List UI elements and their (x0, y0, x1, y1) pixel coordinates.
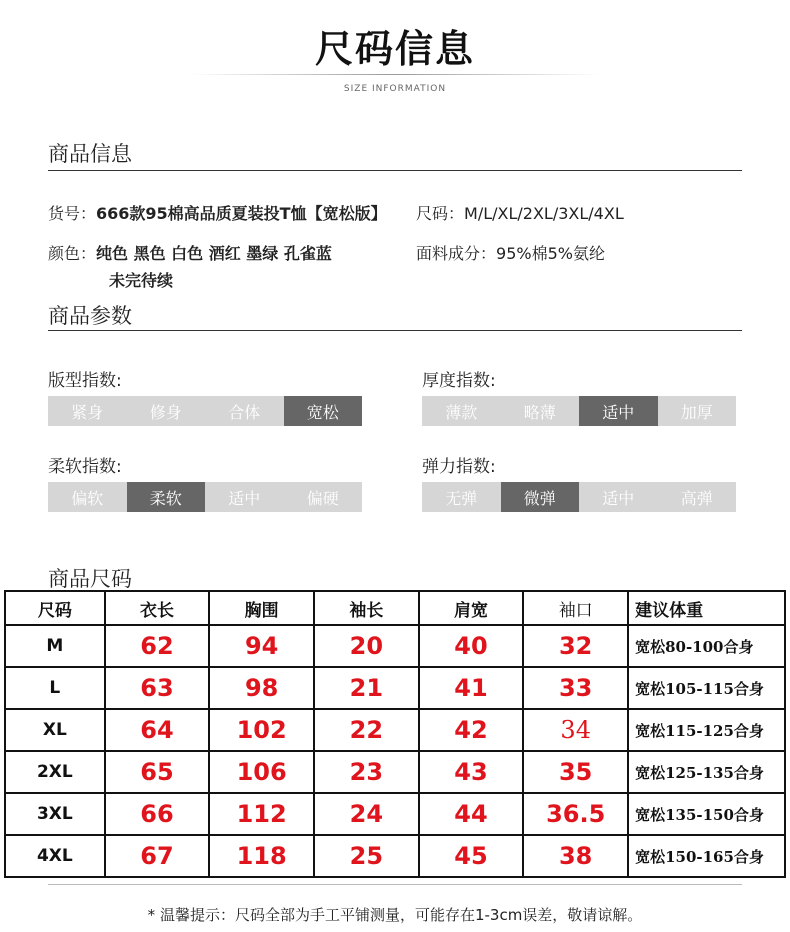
thickness-option: 加厚 (658, 396, 737, 426)
item-number-value: 666款95棉高品质夏装投T恤【宽松版】 (96, 204, 387, 223)
softness-option: 柔软 (127, 482, 206, 512)
table-row (5, 751, 785, 793)
chest-cell: 118 (209, 835, 314, 877)
size-table (4, 590, 786, 878)
fit-gauge-label: 版型指数: (48, 371, 122, 391)
color-row-continued (109, 268, 173, 291)
page-subtitle: SIZE INFORMATION (343, 84, 447, 94)
column-header: 建议体重 (628, 591, 785, 625)
item-number-label: 货号： (48, 204, 97, 223)
sleeve-cell: 25 (314, 835, 419, 877)
column-header: 胸围 (209, 591, 314, 625)
shoulder-cell: 42 (419, 709, 524, 751)
length-cell: 62 (105, 625, 210, 667)
length-cell: 67 (105, 835, 210, 877)
table-row (5, 793, 785, 835)
chest-cell: 102 (209, 709, 314, 751)
shoulder-cell: 41 (419, 667, 524, 709)
table-row (5, 625, 785, 667)
fit-gauge (48, 396, 362, 426)
product-info-heading: 商品信息 (48, 142, 132, 166)
length-cell: 65 (105, 751, 210, 793)
title-divider (190, 74, 600, 75)
fit-option: 紧身 (48, 396, 127, 426)
column-header: 袖长 (314, 591, 419, 625)
weight-cell: 宽松80-100合身 (628, 625, 785, 667)
thickness-option: 略薄 (501, 396, 580, 426)
chest-cell: 98 (209, 667, 314, 709)
color-value: 纯色 黑色 白色 酒红 墨绿 孔雀蓝 (96, 244, 332, 263)
size-cell: M (5, 625, 105, 667)
weight-cell: 宽松115-125合身 (628, 709, 785, 751)
size-cell: 4XL (5, 835, 105, 877)
color-value-2: 未完待续 (109, 271, 174, 290)
column-header: 尺码 (5, 591, 105, 625)
cuff-cell: 38 (523, 835, 628, 877)
size-value: M/L/XL/2XL/3XL/4XL (464, 204, 624, 223)
size-cell: 3XL (5, 793, 105, 835)
thickness-option: 薄款 (422, 396, 501, 426)
weight-cell: 宽松150-165合身 (628, 835, 785, 877)
item-number-row (48, 201, 387, 224)
length-cell: 66 (105, 793, 210, 835)
fit-option: 宽松 (284, 396, 363, 426)
chest-cell: 94 (209, 625, 314, 667)
column-header: 衣长 (105, 591, 210, 625)
cuff-cell: 33 (523, 667, 628, 709)
sleeve-cell: 22 (314, 709, 419, 751)
color-row (48, 241, 332, 264)
size-cell: 2XL (5, 751, 105, 793)
softness-option: 适中 (205, 482, 284, 512)
length-cell: 63 (105, 667, 210, 709)
elasticity-option: 适中 (579, 482, 658, 512)
softness-option: 偏硬 (284, 482, 363, 512)
table-row (5, 835, 785, 877)
fit-option: 合体 (205, 396, 284, 426)
size-table-heading: 商品尺码 (48, 567, 132, 591)
sleeve-cell: 23 (314, 751, 419, 793)
size-cell: L (5, 667, 105, 709)
elasticity-option: 高弹 (658, 482, 737, 512)
size-label: 尺码： (416, 204, 465, 223)
product-info-divider (48, 170, 742, 171)
sleeve-cell: 24 (314, 793, 419, 835)
softness-gauge (48, 482, 362, 512)
weight-cell: 宽松135-150合身 (628, 793, 785, 835)
length-cell: 64 (105, 709, 210, 751)
thickness-gauge-label: 厚度指数: (422, 371, 496, 391)
elasticity-gauge (422, 482, 736, 512)
chest-cell: 112 (209, 793, 314, 835)
cuff-cell: 34 (523, 709, 628, 751)
cuff-cell: 36.5 (523, 793, 628, 835)
table-header-row (5, 591, 785, 625)
shoulder-cell: 45 (419, 835, 524, 877)
shoulder-cell: 43 (419, 751, 524, 793)
cuff-cell: 32 (523, 625, 628, 667)
column-header: 肩宽 (419, 591, 524, 625)
size-row (416, 201, 624, 224)
softness-option: 偏软 (48, 482, 127, 512)
thickness-gauge (422, 396, 736, 426)
size-cell: XL (5, 709, 105, 751)
fabric-label: 面料成分： (416, 244, 497, 263)
weight-cell: 宽松125-135合身 (628, 751, 785, 793)
table-row (5, 667, 785, 709)
params-heading: 商品参数 (48, 304, 132, 328)
elasticity-gauge-label: 弹力指数: (422, 457, 496, 477)
footer-divider (48, 884, 742, 885)
params-divider (48, 330, 742, 331)
chest-cell: 106 (209, 751, 314, 793)
column-header: 袖口 (523, 591, 628, 625)
color-label: 颜色： (48, 244, 97, 263)
cuff-cell: 35 (523, 751, 628, 793)
shoulder-cell: 44 (419, 793, 524, 835)
shoulder-cell: 40 (419, 625, 524, 667)
elasticity-option: 无弹 (422, 482, 501, 512)
measurement-note: * 温馨提示：尺码全部为手工平铺测量，可能存在1-3cm误差，敬请谅解。 (147, 906, 643, 924)
table-row (5, 709, 785, 751)
fabric-row (416, 241, 605, 264)
sleeve-cell: 20 (314, 625, 419, 667)
elasticity-option: 微弹 (501, 482, 580, 512)
softness-gauge-label: 柔软指数: (48, 457, 122, 477)
fabric-value: 95%棉5%氨纶 (496, 244, 605, 263)
page-title: 尺码信息 (314, 27, 475, 71)
fit-option: 修身 (127, 396, 206, 426)
sleeve-cell: 21 (314, 667, 419, 709)
weight-cell: 宽松105-115合身 (628, 667, 785, 709)
thickness-option: 适中 (579, 396, 658, 426)
